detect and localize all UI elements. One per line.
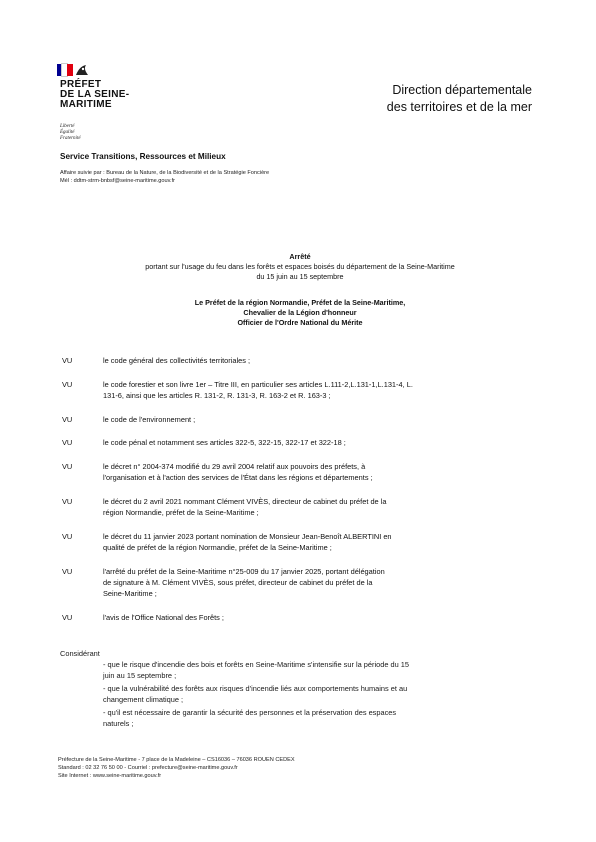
vu-label: VU bbox=[62, 532, 73, 541]
affaire-contact bbox=[60, 169, 269, 185]
footer-line: Standard : 02 32 76 50 00 - Courriel : prefecture@seine-maritime.gouv.fr bbox=[58, 765, 238, 771]
considerant-line: naturels ; bbox=[103, 719, 134, 728]
vu-item bbox=[103, 461, 535, 483]
considerant-item bbox=[103, 707, 535, 729]
vu-line: l'arrêté du préfet de la Seine-Maritime n°25-009 du 17 janvier 2025, portant délégation bbox=[103, 567, 385, 576]
prefet-line: PRÉFET bbox=[60, 79, 102, 90]
vu-line: l'avis de l'Office National des Forêts ; bbox=[103, 613, 224, 622]
vu-line: le décret du 2 avril 2021 nommant Clément VIVÈS, directeur de cabinet du préfet de la bbox=[103, 497, 387, 506]
vu-line: de signature à M. Clément VIVÈS, sous préfet, directeur de cabinet du préfet de la bbox=[103, 578, 373, 587]
vu-line: le code de l'environnement ; bbox=[103, 415, 196, 424]
subtitle-line: du 15 juin au 15 septembre bbox=[256, 272, 344, 281]
vu-item bbox=[103, 437, 535, 448]
prefet-title-line: Le Préfet de la région Normandie, Préfet de la Seine-Maritime, bbox=[194, 298, 406, 307]
vu-item bbox=[103, 612, 535, 623]
vu-line: le décret n° 2004-374 modifié du 29 avril 2004 relatif aux pouvoirs des préfets, à bbox=[103, 462, 366, 471]
vu-line: région Normandie, préfet de la Seine-Maritime ; bbox=[103, 508, 259, 517]
considerant-line: - que le risque d'incendie des bois et forêts en Seine-Maritime s'intensifie sur la période du 15 bbox=[103, 660, 410, 669]
vu-label: VU bbox=[62, 356, 73, 365]
devise-line: Liberté bbox=[60, 124, 75, 129]
considerant-line: juin au 15 septembre ; bbox=[103, 671, 177, 680]
vu-line: le code forestier et son livre 1er – Titre III, en particulier ses articles L.111-2,L.131-1,L.131-4, L. bbox=[103, 380, 413, 389]
arrete-subtitle bbox=[60, 262, 540, 282]
vu-line: le code pénal et notamment ses articles 322-5, 322-15, 322-17 et 322-18 ; bbox=[103, 438, 346, 447]
vu-line: 131-6, ainsi que les articles R. 131-2, R. 131-3, R. 163-2 et R. 163-3 ; bbox=[103, 391, 331, 400]
prefet-title-line: Chevalier de la Légion d'honneur bbox=[243, 308, 357, 317]
devise-line: Fraternité bbox=[60, 136, 81, 141]
footer-line: Préfecture de la Seine-Maritime - 7 place de la Madeleine – CS16036 – 76036 ROUEN CEDEX bbox=[58, 757, 295, 763]
vu-label: VU bbox=[62, 380, 73, 389]
vu-item bbox=[103, 355, 535, 366]
footer-line: Site Internet : www.seine-maritime.gouv.fr bbox=[58, 773, 162, 779]
vu-label: VU bbox=[62, 497, 73, 506]
devise-line: Égalité bbox=[60, 130, 75, 135]
prefet-wordmark bbox=[60, 80, 160, 110]
vu-line: le code général des collectivités territoriales ; bbox=[103, 356, 251, 365]
vu-item bbox=[103, 414, 535, 425]
considerant-item bbox=[103, 683, 535, 705]
considerant-item bbox=[103, 659, 535, 681]
devise bbox=[60, 124, 81, 142]
footer-contact bbox=[58, 756, 295, 780]
vu-line: qualité de préfet de la région Normandie, préfet de la Seine-Maritime ; bbox=[103, 543, 332, 552]
vu-item bbox=[103, 379, 535, 401]
considerant-line: - que la vulnérabilité des forêts aux risques d'incendie liés aux comportements humains et au bbox=[103, 684, 408, 693]
vu-line: Seine-Maritime ; bbox=[103, 589, 157, 598]
considerant-line: changement climatique ; bbox=[103, 695, 184, 704]
service-name: Service Transitions, Ressources et Milieux bbox=[60, 152, 226, 161]
affaire-line: Mél : ddtm-strm-bnbsf@seine-maritime.gouv.fr bbox=[60, 178, 175, 184]
prefet-titles bbox=[60, 298, 540, 328]
vu-label: VU bbox=[62, 415, 73, 424]
vu-label: VU bbox=[62, 462, 73, 471]
considerant-label: Considérant bbox=[60, 649, 100, 658]
direction-line: Direction départementale bbox=[392, 83, 532, 97]
republic-flag-icon bbox=[57, 64, 73, 76]
vu-label: VU bbox=[62, 567, 73, 576]
vu-line: l'organisation et à l'action des services de l'État dans les régions et départements ; bbox=[103, 473, 373, 482]
subtitle-line: portant sur l'usage du feu dans les forêts et espaces boisés du département de la Seine-Maritime bbox=[145, 262, 455, 271]
vu-label: VU bbox=[62, 438, 73, 447]
vu-line: le décret du 11 janvier 2023 portant nomination de Monsieur Jean-Benoît ALBERTINI en bbox=[103, 532, 392, 541]
vu-item bbox=[103, 496, 535, 518]
marianne-icon bbox=[75, 64, 89, 76]
considerant-line: - qu'il est nécessaire de garantir la sécurité des personnes et la préservation des espaces bbox=[103, 708, 397, 717]
prefet-line: MARITIME bbox=[60, 99, 112, 110]
prefet-line: DE LA SEINE- bbox=[60, 89, 130, 100]
affaire-line: Affaire suivie par : Bureau de la Nature, de la Biodiversité et de la Stratégie Foncière bbox=[60, 170, 270, 176]
direction-line: des territoires et de la mer bbox=[386, 100, 532, 114]
vu-item bbox=[103, 566, 535, 599]
direction-title bbox=[387, 82, 532, 116]
prefet-title-line: Officier de l'Ordre National du Mérite bbox=[237, 318, 363, 327]
vu-label: VU bbox=[62, 613, 73, 622]
arrete-heading: Arrêté bbox=[289, 252, 311, 261]
vu-item bbox=[103, 531, 535, 553]
